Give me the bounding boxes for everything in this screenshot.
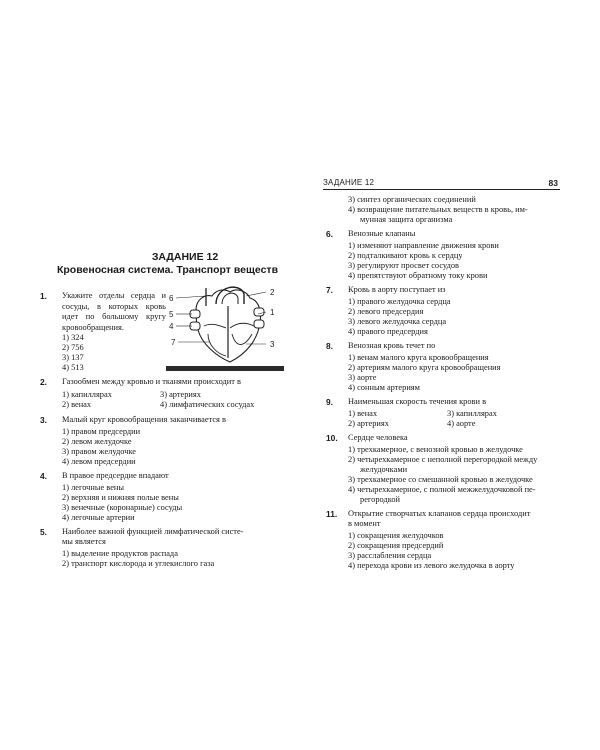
q4-option-1: 1) легочные вены [62, 483, 125, 492]
q2-option-1: 1) капиллярах [62, 390, 112, 399]
q10-option-2: 2) четырехкамерное с неполной перегородкой между [348, 455, 538, 464]
question-8-text: Венозная кровь течет по [348, 341, 436, 350]
q8-option-2: 2) артериям малого круга кровообращения [348, 363, 501, 372]
q11-option-1: 1) сокращения желудочков [348, 531, 444, 540]
question-5-text-line2: мы является [62, 537, 106, 546]
vessel-right-lower [254, 320, 264, 328]
q3-option-2: 2) левом желудочке [62, 437, 132, 446]
q5-option-3: 3) синтез органических соединений [348, 195, 476, 204]
q10-option-2-cont: желудочками [360, 465, 408, 474]
question-11-text-line1: Открытие створчатых клапанов сердца происходит [348, 509, 531, 518]
q6-option-3: 3) регулируют просвет сосудов [348, 261, 459, 270]
q7-option-2: 2) левого предсердия [348, 307, 424, 316]
running-title: ЗАДАНИЕ 12 [323, 178, 375, 187]
q8-option-3: 3) аорте [348, 373, 377, 382]
section-title: ЗАДАНИЕ 12 [151, 251, 219, 263]
section-subtitle: Кровеносная система. Транспорт веществ [56, 264, 279, 276]
pointer-2 [246, 292, 266, 296]
q6-option-4: 4) препятствуют обратному току крови [348, 271, 488, 280]
q8-option-1: 1) венам малого круга кровообращения [348, 353, 489, 362]
question-1-number: 1. [40, 291, 47, 301]
q8-option-4: 4) сонным артериям [348, 383, 420, 392]
diagram-label-4: 4 [169, 322, 174, 331]
q6-option-2: 2) подталкивают кровь к сердцу [348, 251, 463, 260]
diagram-label-2: 2 [270, 288, 275, 297]
q11-option-4: 4) перехода крови из левого желудочка в аорту [348, 561, 515, 570]
vessel-right-upper [254, 308, 264, 316]
question-10-text: Сердце человека [348, 433, 408, 442]
diagram-label-6: 6 [169, 294, 174, 303]
diagram-label-5: 5 [169, 310, 174, 319]
diagram-label-7: 7 [171, 338, 176, 347]
q5-option-1: 1) выделение продуктов распада [62, 549, 178, 558]
q4-option-4: 4) легочные артерии [62, 513, 135, 522]
question-11-text-line2: в момент [348, 519, 381, 528]
q2-option-3: 3) артериях [160, 390, 201, 399]
q1-option-3: 3) 137 [62, 353, 84, 362]
q1-option-2: 2) 756 [62, 343, 84, 352]
q7-option-4: 4) правого предсердия [348, 327, 428, 336]
q4-option-3: 3) венечные (коронарные) сосуды [62, 503, 183, 512]
question-5-text-line1: Наиболее важной функцией лимфатической систе- [62, 527, 244, 536]
q2-option-2: 2) венах [62, 400, 92, 409]
question-3-text: Малый круг кровообращения заканчивается в [62, 415, 226, 424]
question-5-number: 5. [40, 527, 47, 537]
question-6-number: 6. [326, 229, 333, 239]
q2-option-4: 4) лимфатических сосудах [160, 400, 255, 409]
q3-option-4: 4) левом предсердии [62, 457, 136, 466]
question-2-text: Газообмен между кровью и тканями происходит в [62, 377, 241, 386]
q11-option-3: 3) расслабления сердца [348, 551, 432, 560]
diagram-label-3: 3 [270, 340, 275, 349]
q6-option-1: 1) изменяют направление движения крови [348, 241, 499, 250]
question-11-number: 11. [326, 509, 338, 519]
q3-option-1: 1) правом предсердии [62, 427, 141, 436]
question-8-number: 8. [326, 341, 333, 351]
question-4-number: 4. [40, 471, 47, 481]
question-2-number: 2. [40, 377, 47, 387]
q5-option-4: 4) возвращение питательных веществ в кровь, им- [348, 205, 528, 214]
question-7-text: Кровь в аорту поступает из [348, 285, 446, 294]
question-10-number: 10. [326, 433, 338, 443]
question-3-number: 3. [40, 415, 47, 425]
q5-option-2: 2) транспорт кислорода и углекислого газа [62, 559, 215, 568]
q11-option-2: 2) сокращения предсердий [348, 541, 444, 550]
q4-option-2: 2) верхняя и нижняя полые вены [62, 493, 179, 502]
question-7-number: 7. [326, 285, 333, 295]
q9-option-2: 2) артериях [348, 419, 389, 428]
question-4-text: В правое предсердие впадают [62, 471, 169, 480]
q7-option-3: 3) левого желудочка сердца [348, 317, 447, 326]
q10-option-3: 3) трехкамерное со смешанной кровью в желудочке [348, 475, 533, 484]
q3-option-3: 3) правом желудочке [62, 447, 137, 456]
q10-option-4-cont: регородкой [360, 495, 401, 504]
q1-option-4: 4) 513 [62, 363, 84, 372]
heart-diagram [166, 282, 286, 375]
q7-option-1: 1) правого желудочка сердца [348, 297, 451, 306]
question-1-text: Укажите отделы сердца и сосуды, в которых кровь идет по большому кругу кровообращения. [62, 291, 166, 332]
q1-option-1: 1) 324 [62, 333, 84, 342]
question-9-text: Наименьшая скорость течения крови в [348, 397, 487, 406]
page-number: 83 [548, 178, 558, 188]
diagram-base [166, 366, 284, 371]
q5-option-4-cont: мунная защита организма [360, 215, 453, 224]
q9-option-4: 4) аорте [447, 419, 476, 428]
diagram-label-1: 1 [270, 308, 275, 317]
q10-option-1: 1) трехкамерное, с венозной кровью в желудочке [348, 445, 523, 454]
q9-option-3: 3) капиллярах [447, 409, 497, 418]
q10-option-4: 4) четырехкамерное, с полной межжелудочковой пе- [348, 485, 536, 494]
q9-option-1: 1) венах [348, 409, 378, 418]
header-rule [323, 189, 560, 190]
question-9-number: 9. [326, 397, 333, 407]
question-6-text: Венозные клапаны [348, 229, 416, 238]
